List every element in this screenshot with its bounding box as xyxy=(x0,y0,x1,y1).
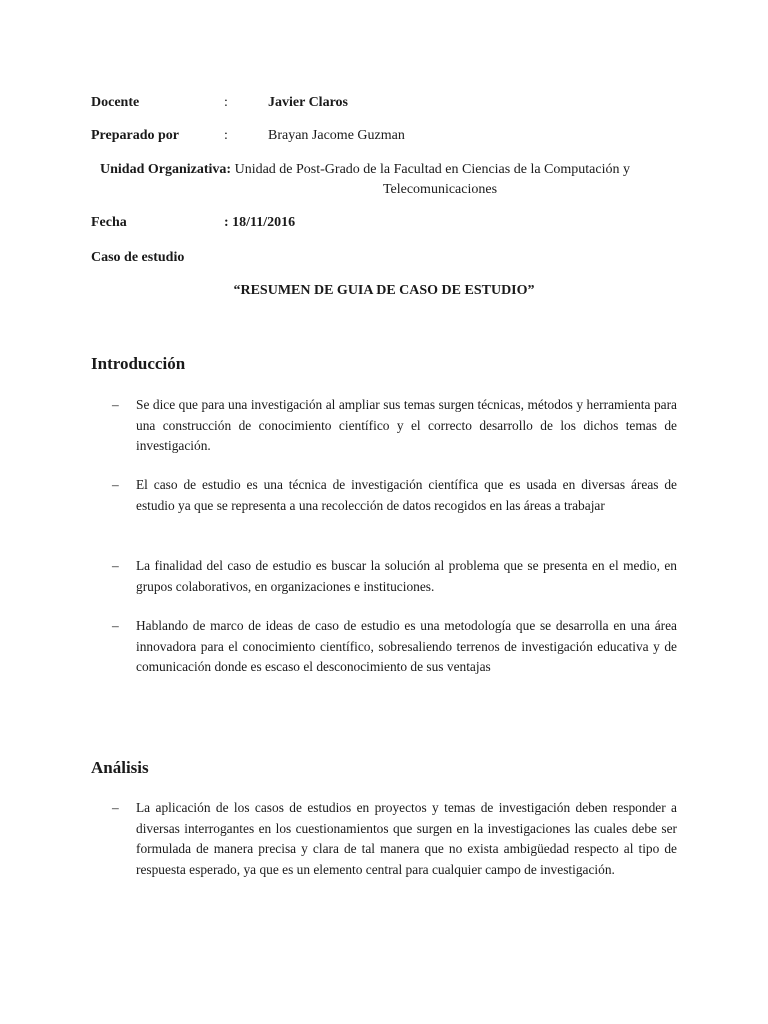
analisis-list xyxy=(91,798,677,880)
bullet-dash: – xyxy=(112,397,119,412)
caso-label: Caso de estudio xyxy=(91,250,185,265)
fecha-value: : 18/11/2016 xyxy=(224,215,296,230)
unidad-value-line1: Unidad de Post-Grado de la Facultad en Ciencias de la Computación y xyxy=(234,162,630,177)
docente-label: Docente xyxy=(91,95,140,110)
docente-value: Javier Claros xyxy=(268,95,348,110)
bullet-text: La finalidad del caso de estudio es buscar la solución al problema que se presenta en el medio, en grupos colaborativos, en organizaciones e instituciones. xyxy=(136,558,677,594)
preparado-colon: : xyxy=(224,128,228,143)
bullet-dash: – xyxy=(112,618,119,633)
bullet-dash: – xyxy=(112,800,119,815)
analisis-heading: Análisis xyxy=(91,758,149,777)
introduccion-list xyxy=(91,395,677,457)
list-item xyxy=(91,556,677,597)
preparado-value: Brayan Jacome Guzman xyxy=(268,128,405,143)
docente-colon: : xyxy=(224,95,228,110)
bullet-text: La aplicación de los casos de estudios en proyectos y temas de investigación deben responder a diversas interrogantes en los cuestionamientos que surgen en la investigaciones las cuales debe ser formulada de manera precisa y clara de tal manera que no exista ambigüedad respecto al tipo de respuesta esperado, ya que es un elemento central para cualquier campo de investigación. xyxy=(136,800,677,877)
list-item xyxy=(91,475,677,516)
unidad-value-line2: Telecomunicaciones xyxy=(382,182,498,197)
unidad-label: Unidad Organizativa: xyxy=(100,162,232,177)
bullet-dash: – xyxy=(112,558,119,573)
fecha-label: Fecha xyxy=(91,215,127,230)
unidad-row xyxy=(100,160,680,200)
list-item xyxy=(91,395,677,457)
bullet-text: Hablando de marco de ideas de caso de estudio es una metodología que se desarrolla en una área innovadora para el conocimiento científico, sobresaliendo terrenos de investigación educativa y de comunicación donde es escaso el desconocimiento de sus ventajas xyxy=(136,618,677,674)
bullet-text: Se dice que para una investigación al ampliar sus temas surgen técnicas, métodos y herramienta para una construcción de conocimiento científico y el correcto desarrollo de los dichos temas de investigación. xyxy=(136,397,677,453)
bullet-dash: – xyxy=(112,477,119,492)
introduccion-list xyxy=(91,556,677,597)
introduccion-list xyxy=(91,616,677,678)
introduccion-list xyxy=(91,475,677,516)
document-title: “RESUMEN DE GUIA DE CASO DE ESTUDIO” xyxy=(233,283,535,298)
list-item xyxy=(91,616,677,678)
list-item xyxy=(91,798,677,880)
preparado-label: Preparado por xyxy=(91,128,180,143)
introduccion-heading: Introducción xyxy=(91,354,186,373)
bullet-text: El caso de estudio es una técnica de investigación científica que es usada en diversas áreas de estudio ya que se representa a una recolección de datos recogidos en las áreas a trabajar xyxy=(136,477,677,513)
